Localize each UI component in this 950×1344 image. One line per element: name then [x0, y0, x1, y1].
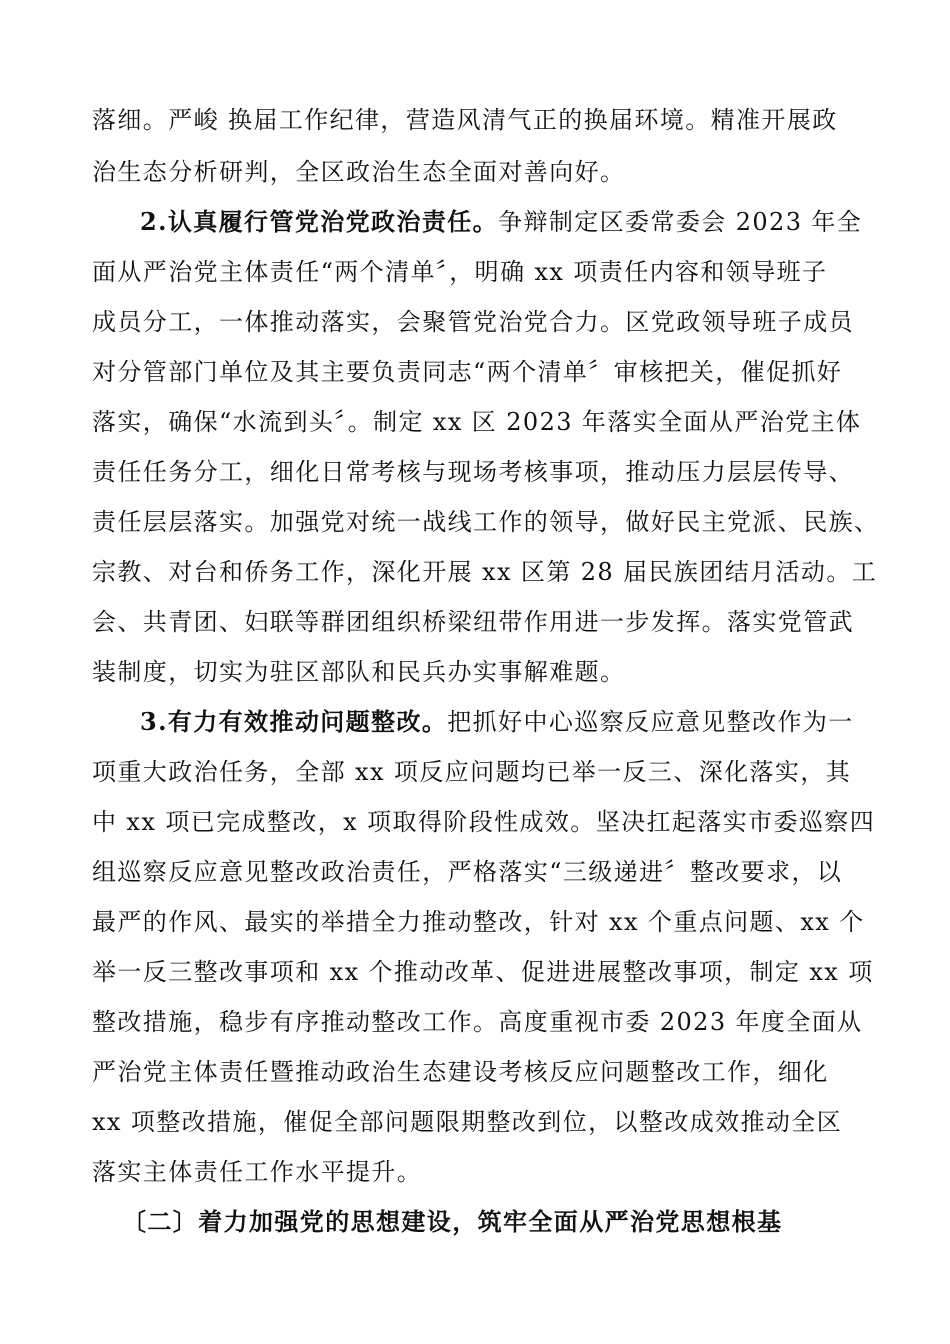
body-line-18: 举一反三整改事项和 xx 个推动改革、促进进展整改事项，制定 xx 项 [92, 958, 874, 986]
body-line-8: 责任任务分工，细化日常考核与现场考核事项，推动压力层层传导、 [92, 458, 854, 486]
item-3-heading: 3.有力有效推动问题整改。 [140, 707, 448, 736]
body-line-12: 装制度，切实为驻区部队和民兵办实事解难题。 [92, 658, 626, 686]
body-line-14: 项重大政治任务，全部 xx 项反应问题均已举一反三、深化落实，其 [92, 758, 852, 786]
body-line-4: 面从严治党主体责任“两个清单〞，明确 xx 项责任内容和领导班子 [92, 258, 828, 286]
body-line-22: 落实主体责任工作水平提升。 [92, 1158, 423, 1186]
body-line-9: 责任层层落实。加强党对统一战线工作的领导，做好民主党派、民族、 [92, 508, 880, 536]
body-line-10: 宗教、对台和侨务工作，深化开展 xx 区第 28 届民族团结月活动。工 [92, 558, 878, 586]
item-2-lead-text: 争辩制定区委常委会 2023 年全 [498, 208, 863, 236]
body-line-2: 治生态分析研判，全区政治生态全面对善向好。 [92, 158, 626, 186]
body-line-19: 整改措施，稳步有序推动整改工作。高度重视市委 2023 年度全面从 [92, 1008, 863, 1036]
body-line-21: xx 项整改措施，催促全部问题限期整改到位，以整改成效推动全区 [92, 1108, 843, 1136]
body-line-7: 落实，确保“水流到头〞。制定 xx 区 2023 年落实全面从严治党主体 [92, 408, 862, 436]
body-line-17: 最严的作风、最实的举措全力推动整改，针对 xx 个重点问题、xx 个 [92, 908, 865, 936]
item-3-lead-text: 把抓好中心巡察反应意见整改作为一 [447, 708, 854, 736]
body-line-20: 严治党主体责任暨推动政治生态建设考核反应问题整改工作，细化 [92, 1058, 829, 1086]
section-2-heading: 〔二〕着力加强党的思想建设，筑牢全面从严治党思想根基 [122, 1207, 783, 1236]
item-2-heading: 2.认真履行管党治党政治责任。 [140, 207, 499, 236]
item-2-paragraph-start [140, 206, 862, 238]
body-line-1: 落细。严峻 换届工作纪律，营造风清气正的换届环境。精准开展政 [92, 106, 838, 134]
item-3-paragraph-start [140, 706, 854, 738]
body-line-16: 组巡察反应意见整改政治责任，严格落实“三级递进〞整改要求，以 [92, 858, 843, 886]
body-line-5: 成员分工，一体推动落实，会聚管党治党合力。区党政领导班子成员 [92, 308, 854, 336]
body-line-15: 中 xx 项已完成整改，x 项取得阶段性成效。坚决扛起落实市委巡察四 [92, 808, 876, 836]
body-line-6: 对分管部门单位及其主要负责同志“两个清单〞审核把关，催促抓好 [92, 358, 843, 386]
body-line-11: 会、共青团、妇联等群团组织桥梁纽带作用进一步发挥。落实党管武 [92, 608, 854, 636]
